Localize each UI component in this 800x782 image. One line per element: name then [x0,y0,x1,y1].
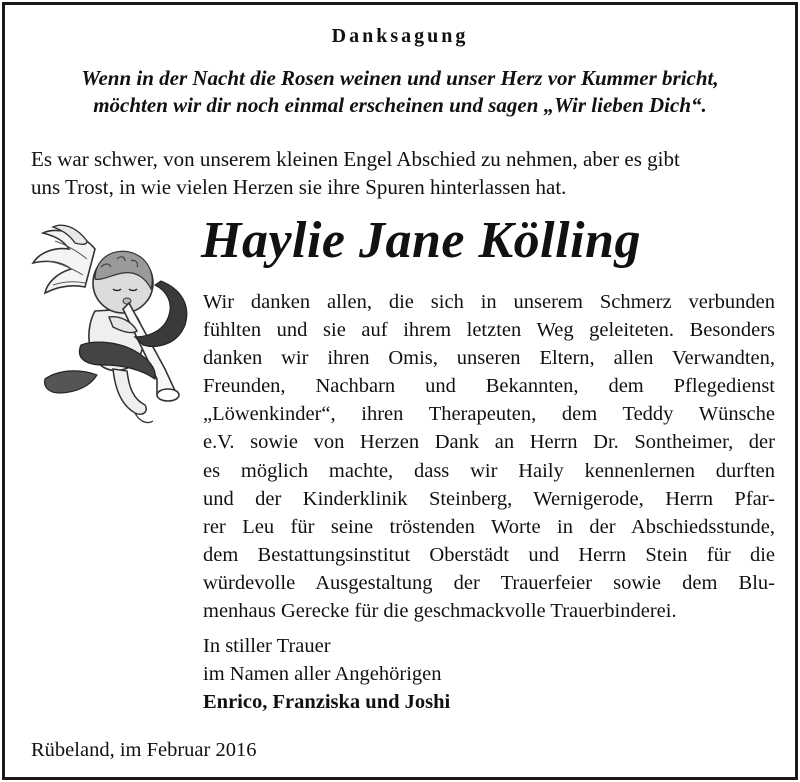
thanks-line: rer Leu für seine tröstenden Worte in der Abschiedsstunde, [203,515,775,538]
thanks-line: dem Bestattungsinstitut Oberstädt und Herrn Stein für die [203,543,775,566]
thanks-line: und der Kinderklinik Steinberg, Wernigerode, Herrn Pfar- [203,487,775,510]
obituary-frame [2,2,798,780]
sign-line: im Namen aller Angehörigen [203,663,442,685]
thanks-line: Freunden, Nachbarn und Bekannten, dem Pflegedienst [203,375,775,398]
intro-text [31,145,775,201]
thanks-line: fühlten und sie auf ihrem letzten Weg geleiteten. Besonders [203,319,775,342]
thanks-line: Wir danken allen, die sich in unserem Schmerz verbunden [203,291,775,313]
sign-line: In stiller Trauer [203,635,331,657]
intro-line: Es war schwer, von unserem kleinen Engel Abschied zu nehmen, aber es gibt [31,147,680,171]
thanks-line: es möglich machte, dass wir Haily kennenlernen durften [203,459,775,482]
angel-icon [25,219,195,431]
signature-block [203,632,450,716]
deceased-name: Haylie Jane Kölling [201,212,641,269]
heading: Danksagung [331,25,469,47]
thanks-line: „Löwenkinder“, ihren Therapeuten, dem Teddy Wünsche [203,403,775,426]
thanks-line: danken wir ihren Omis, unseren Eltern, allen Verwandten, [203,347,775,370]
place-date: Rübeland, im Februar 2016 [31,739,257,761]
thanks-text [203,288,775,625]
thanks-line: würdevolle Ausgestaltung der Trauerfeier sowie dem Blu- [203,571,775,594]
thanks-line: e.V. sowie von Herzen Dank an Herrn Dr. Sontheimer, der [203,431,775,454]
poem [5,65,795,119]
sign-names: Enrico, Franziska und Joshi [203,691,451,713]
poem-line: Wenn in der Nacht die Rosen weinen und unser Herz vor Kummer bricht, [81,66,719,90]
intro-line: uns Trost, in wie vielen Herzen sie ihre Spuren hinterlassen hat. [31,175,567,199]
thanks-line: menhaus Gerecke für die geschmackvolle Trauerbinderei. [203,600,677,623]
poem-line: möchten wir dir noch einmal erscheinen und sagen „Wir lieben Dich“. [93,93,707,117]
